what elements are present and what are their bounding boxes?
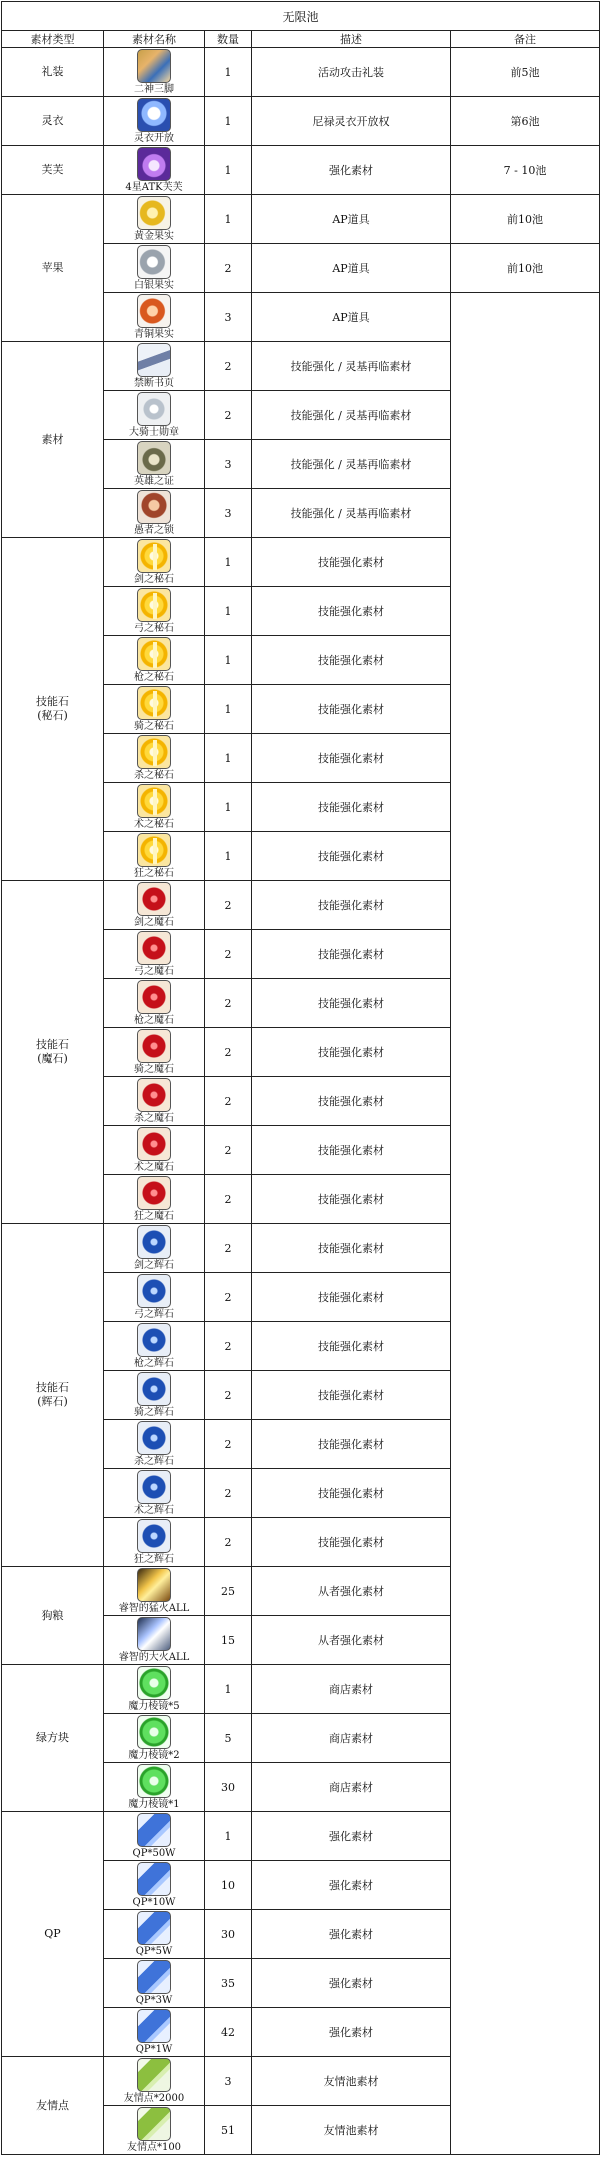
- item-qty: 3: [205, 293, 252, 342]
- item-qty: 3: [205, 489, 252, 538]
- header-type: 素材类型: [2, 31, 104, 48]
- item-qty: 2: [205, 1077, 252, 1126]
- item-name: 剑之辉石: [134, 1259, 174, 1271]
- item-desc: 强化素材: [252, 1861, 451, 1910]
- header-desc: 描述: [252, 31, 451, 48]
- item-desc: 商店素材: [252, 1763, 451, 1812]
- infinite-pool-table: [1, 1, 600, 2155]
- item-name: 友情点*2000: [123, 2092, 185, 2104]
- item-name-cell: [104, 1812, 205, 1861]
- category-cell: 芙芙: [2, 146, 104, 195]
- item-name-cell: [104, 244, 205, 293]
- item-name: 愚者之锁: [134, 524, 174, 536]
- category-cell: 技能石 (魔石): [2, 881, 104, 1224]
- table-body: [2, 2, 600, 2155]
- item-name: 骑之秘石: [134, 720, 174, 732]
- item-desc: 技能强化素材: [252, 1322, 451, 1371]
- item-name: 大骑士勋章: [129, 426, 179, 438]
- bronze-fruit-icon: [137, 294, 171, 328]
- item-desc: 技能强化素材: [252, 930, 451, 979]
- item-name-cell: [104, 391, 205, 440]
- item-name: 杀之魔石: [134, 1112, 174, 1124]
- item-name-cell: [104, 2008, 205, 2057]
- item-qty: 42: [205, 2008, 252, 2057]
- table-row: [2, 48, 600, 97]
- item-name: 青铜果实: [134, 328, 174, 340]
- item-name: 4星ATK芙芙: [125, 181, 183, 193]
- ember-silver-icon: [137, 1617, 171, 1651]
- item-qty: 35: [205, 1959, 252, 2008]
- item-name: 友情点*100: [126, 2141, 182, 2153]
- gem-icon: [137, 686, 171, 720]
- item-name: 枪之秘石: [134, 671, 174, 683]
- item-name: 术之魔石: [134, 1161, 174, 1173]
- item-name: 术之秘石: [134, 818, 174, 830]
- item-desc: AP道具: [252, 195, 451, 244]
- item-note: 前10池: [451, 244, 600, 293]
- cube-icon: [137, 1715, 171, 1749]
- item-name-cell: [104, 538, 205, 587]
- title-row: [2, 2, 600, 31]
- item-qty: 3: [205, 2057, 252, 2106]
- item-qty: 2: [205, 1371, 252, 1420]
- item-qty: 2: [205, 1028, 252, 1077]
- item-name-cell: [104, 1077, 205, 1126]
- item-name: 剑之魔石: [134, 916, 174, 928]
- item-name-cell: [104, 1469, 205, 1518]
- item-name-cell: [104, 734, 205, 783]
- item-qty: 1: [205, 636, 252, 685]
- item-desc: AP道具: [252, 293, 451, 342]
- item-name: 术之辉石: [134, 1504, 174, 1516]
- item-qty: 2: [205, 391, 252, 440]
- item-name-cell: [104, 146, 205, 195]
- item-name-cell: [104, 97, 205, 146]
- item-qty: 1: [205, 195, 252, 244]
- qp-icon: [137, 1862, 171, 1896]
- item-name: QP*3W: [135, 1994, 173, 2006]
- item-name-cell: [104, 685, 205, 734]
- gem-icon: [137, 735, 171, 769]
- item-name: 狂之魔石: [134, 1210, 174, 1222]
- item-name-cell: [104, 2106, 205, 2155]
- item-desc: 技能强化素材: [252, 1371, 451, 1420]
- item-name: 杀之秘石: [134, 769, 174, 781]
- badge-icon: [137, 392, 171, 426]
- item-name: 二神三脚: [134, 83, 174, 95]
- secret-icon: [137, 1421, 171, 1455]
- item-desc: 友情池素材: [252, 2106, 451, 2155]
- item-qty: 1: [205, 1812, 252, 1861]
- item-name: 睿智的大火ALL: [118, 1651, 190, 1663]
- header-qty: 数量: [205, 31, 252, 48]
- item-name-cell: [104, 440, 205, 489]
- item-desc: 技能强化素材: [252, 734, 451, 783]
- item-desc: 技能强化素材: [252, 1518, 451, 1567]
- secret-icon: [137, 1225, 171, 1259]
- category-cell: 素材: [2, 342, 104, 538]
- item-name: 黄金果实: [134, 230, 174, 242]
- secret-icon: [137, 1470, 171, 1504]
- item-desc: 技能强化素材: [252, 636, 451, 685]
- item-qty: 1: [205, 783, 252, 832]
- item-qty: 2: [205, 244, 252, 293]
- item-desc: 技能强化素材: [252, 1028, 451, 1077]
- item-name: 弓之魔石: [134, 965, 174, 977]
- item-qty: 2: [205, 930, 252, 979]
- item-name-cell: [104, 1665, 205, 1714]
- magic-icon: [137, 1176, 171, 1210]
- magic-icon: [137, 882, 171, 916]
- item-qty: 1: [205, 1665, 252, 1714]
- fou-icon: [137, 147, 171, 181]
- item-name-cell: [104, 1616, 205, 1665]
- item-desc: 技能强化 / 灵基再临素材: [252, 440, 451, 489]
- magic-icon: [137, 980, 171, 1014]
- item-name: 魔力棱镜*2: [128, 1749, 180, 1761]
- item-name-cell: [104, 1861, 205, 1910]
- item-name-cell: [104, 342, 205, 391]
- category-cell: 苹果: [2, 195, 104, 342]
- mirror-icon: [137, 490, 171, 524]
- item-qty: 2: [205, 1273, 252, 1322]
- gem-icon: [137, 784, 171, 818]
- qp-icon: [137, 1911, 171, 1945]
- item-desc: 技能强化素材: [252, 1273, 451, 1322]
- item-desc: 技能强化素材: [252, 1469, 451, 1518]
- item-desc: 商店素材: [252, 1714, 451, 1763]
- item-name-cell: [104, 1420, 205, 1469]
- item-name-cell: [104, 930, 205, 979]
- item-name-cell: [104, 587, 205, 636]
- item-desc: 技能强化素材: [252, 1224, 451, 1273]
- gold-fruit-icon: [137, 196, 171, 230]
- item-qty: 2: [205, 1518, 252, 1567]
- item-desc: 强化素材: [252, 1959, 451, 2008]
- item-qty: 3: [205, 440, 252, 489]
- gem-icon: [137, 539, 171, 573]
- item-name: 白银果实: [134, 279, 174, 291]
- item-note: 7 - 10池: [451, 146, 600, 195]
- proof-icon: [137, 441, 171, 475]
- spirit-icon: [137, 98, 171, 132]
- gem-icon: [137, 588, 171, 622]
- gem-icon: [137, 833, 171, 867]
- item-note: 第6池: [451, 97, 600, 146]
- item-desc: 技能强化素材: [252, 685, 451, 734]
- silver-fruit-icon: [137, 245, 171, 279]
- item-name-cell: [104, 489, 205, 538]
- category-cell: 狗粮: [2, 1567, 104, 1665]
- item-qty: 2: [205, 881, 252, 930]
- item-name-cell: [104, 2057, 205, 2106]
- table-row: [2, 97, 600, 146]
- secret-icon: [137, 1372, 171, 1406]
- category-cell: 技能石 (秘石): [2, 538, 104, 881]
- secret-icon: [137, 1519, 171, 1553]
- item-name: 骑之辉石: [134, 1406, 174, 1418]
- item-qty: 10: [205, 1861, 252, 1910]
- item-qty: 1: [205, 538, 252, 587]
- item-name-cell: [104, 1028, 205, 1077]
- book-icon: [137, 343, 171, 377]
- item-name-cell: [104, 1224, 205, 1273]
- item-name-cell: [104, 1567, 205, 1616]
- item-name: QP*10W: [132, 1896, 176, 1908]
- item-desc: 友情池素材: [252, 2057, 451, 2106]
- note-empty-cell: [451, 293, 600, 2155]
- item-name-cell: [104, 195, 205, 244]
- item-desc: 商店素材: [252, 1665, 451, 1714]
- secret-icon: [137, 1323, 171, 1357]
- item-desc: 技能强化 / 灵基再临素材: [252, 489, 451, 538]
- item-name: QP*50W: [132, 1847, 176, 1859]
- header-note: 备注: [451, 31, 600, 48]
- item-qty: 2: [205, 1224, 252, 1273]
- item-name: 弓之秘石: [134, 622, 174, 634]
- item-desc: 技能强化素材: [252, 1420, 451, 1469]
- magic-icon: [137, 1127, 171, 1161]
- item-name: 狂之秘石: [134, 867, 174, 879]
- item-qty: 5: [205, 1714, 252, 1763]
- qp-icon: [137, 1960, 171, 1994]
- item-name-cell: [104, 293, 205, 342]
- item-name: 剑之秘石: [134, 573, 174, 585]
- item-qty: 30: [205, 1910, 252, 1959]
- item-name-cell: [104, 1371, 205, 1420]
- item-qty: 2: [205, 1420, 252, 1469]
- item-qty: 2: [205, 342, 252, 391]
- item-qty: 2: [205, 1322, 252, 1371]
- item-name-cell: [104, 1714, 205, 1763]
- category-cell: 友情点: [2, 2057, 104, 2155]
- qp-icon: [137, 2009, 171, 2043]
- table-row: [2, 195, 600, 244]
- item-name-cell: [104, 1126, 205, 1175]
- gem-icon: [137, 637, 171, 671]
- item-qty: 2: [205, 1175, 252, 1224]
- item-note: 前10池: [451, 195, 600, 244]
- category-cell: QP: [2, 1812, 104, 2057]
- item-qty: 1: [205, 587, 252, 636]
- item-desc: 技能强化素材: [252, 538, 451, 587]
- fp-icon: [137, 2107, 171, 2141]
- item-name: QP*5W: [135, 1945, 173, 1957]
- item-desc: 技能强化素材: [252, 881, 451, 930]
- table-row: [2, 146, 600, 195]
- item-name: 狂之辉石: [134, 1553, 174, 1565]
- item-qty: 51: [205, 2106, 252, 2155]
- item-desc: 尼禄灵衣开放权: [252, 97, 451, 146]
- item-name-cell: [104, 1518, 205, 1567]
- header-name: 素材名称: [104, 31, 205, 48]
- category-cell: 绿方块: [2, 1665, 104, 1812]
- item-name-cell: [104, 832, 205, 881]
- item-name-cell: [104, 48, 205, 97]
- ce-icon: [137, 49, 171, 83]
- item-qty: 1: [205, 48, 252, 97]
- item-qty: 1: [205, 734, 252, 783]
- item-name: 弓之辉石: [134, 1308, 174, 1320]
- item-qty: 2: [205, 1126, 252, 1175]
- header-row: [2, 31, 600, 48]
- item-qty: 1: [205, 146, 252, 195]
- item-desc: 技能强化素材: [252, 1126, 451, 1175]
- item-desc: 技能强化 / 灵基再临素材: [252, 391, 451, 440]
- item-qty: 2: [205, 979, 252, 1028]
- item-name: QP*1W: [135, 2043, 173, 2055]
- magic-icon: [137, 1029, 171, 1063]
- item-name: 杀之辉石: [134, 1455, 174, 1467]
- category-cell: 技能石 (辉石): [2, 1224, 104, 1567]
- item-qty: 1: [205, 97, 252, 146]
- table-title: 无限池: [2, 2, 600, 31]
- item-desc: 强化素材: [252, 1910, 451, 1959]
- item-desc: 技能强化素材: [252, 783, 451, 832]
- item-name: 魔力棱镜*1: [128, 1798, 180, 1810]
- item-desc: 技能强化素材: [252, 1175, 451, 1224]
- item-desc: 强化素材: [252, 2008, 451, 2057]
- item-desc: 活动攻击礼装: [252, 48, 451, 97]
- category-cell: 礼装: [2, 48, 104, 97]
- cube-icon: [137, 1666, 171, 1700]
- secret-icon: [137, 1274, 171, 1308]
- item-name-cell: [104, 1175, 205, 1224]
- item-desc: 技能强化 / 灵基再临素材: [252, 342, 451, 391]
- item-desc: 从者强化素材: [252, 1567, 451, 1616]
- item-name: 枪之魔石: [134, 1014, 174, 1026]
- item-name: 魔力棱镜*5: [128, 1700, 180, 1712]
- magic-icon: [137, 931, 171, 965]
- item-name-cell: [104, 1910, 205, 1959]
- item-desc: 技能强化素材: [252, 587, 451, 636]
- item-qty: 25: [205, 1567, 252, 1616]
- item-qty: 2: [205, 1469, 252, 1518]
- item-name: 枪之辉石: [134, 1357, 174, 1369]
- item-name-cell: [104, 1959, 205, 2008]
- category-cell: 灵衣: [2, 97, 104, 146]
- item-desc: 技能强化素材: [252, 1077, 451, 1126]
- item-name-cell: [104, 783, 205, 832]
- item-name: 英雄之证: [134, 475, 174, 487]
- item-name: 骑之魔石: [134, 1063, 174, 1075]
- magic-icon: [137, 1078, 171, 1112]
- item-desc: 强化素材: [252, 1812, 451, 1861]
- item-name: 禁断书页: [134, 377, 174, 389]
- item-desc: 技能强化素材: [252, 979, 451, 1028]
- item-desc: 强化素材: [252, 146, 451, 195]
- fp-icon: [137, 2058, 171, 2092]
- item-name: 睿智的猛火ALL: [118, 1602, 190, 1614]
- item-note: 前5池: [451, 48, 600, 97]
- cube-icon: [137, 1764, 171, 1798]
- item-name-cell: [104, 1763, 205, 1812]
- item-name-cell: [104, 1322, 205, 1371]
- item-qty: 30: [205, 1763, 252, 1812]
- item-desc: AP道具: [252, 244, 451, 293]
- item-name-cell: [104, 979, 205, 1028]
- item-name-cell: [104, 636, 205, 685]
- item-name-cell: [104, 881, 205, 930]
- qp-icon: [137, 1813, 171, 1847]
- item-name: 灵衣开放: [134, 132, 174, 144]
- item-qty: 15: [205, 1616, 252, 1665]
- ember-gold-icon: [137, 1568, 171, 1602]
- item-qty: 1: [205, 685, 252, 734]
- item-desc: 从者强化素材: [252, 1616, 451, 1665]
- item-name-cell: [104, 1273, 205, 1322]
- item-qty: 1: [205, 832, 252, 881]
- item-desc: 技能强化素材: [252, 832, 451, 881]
